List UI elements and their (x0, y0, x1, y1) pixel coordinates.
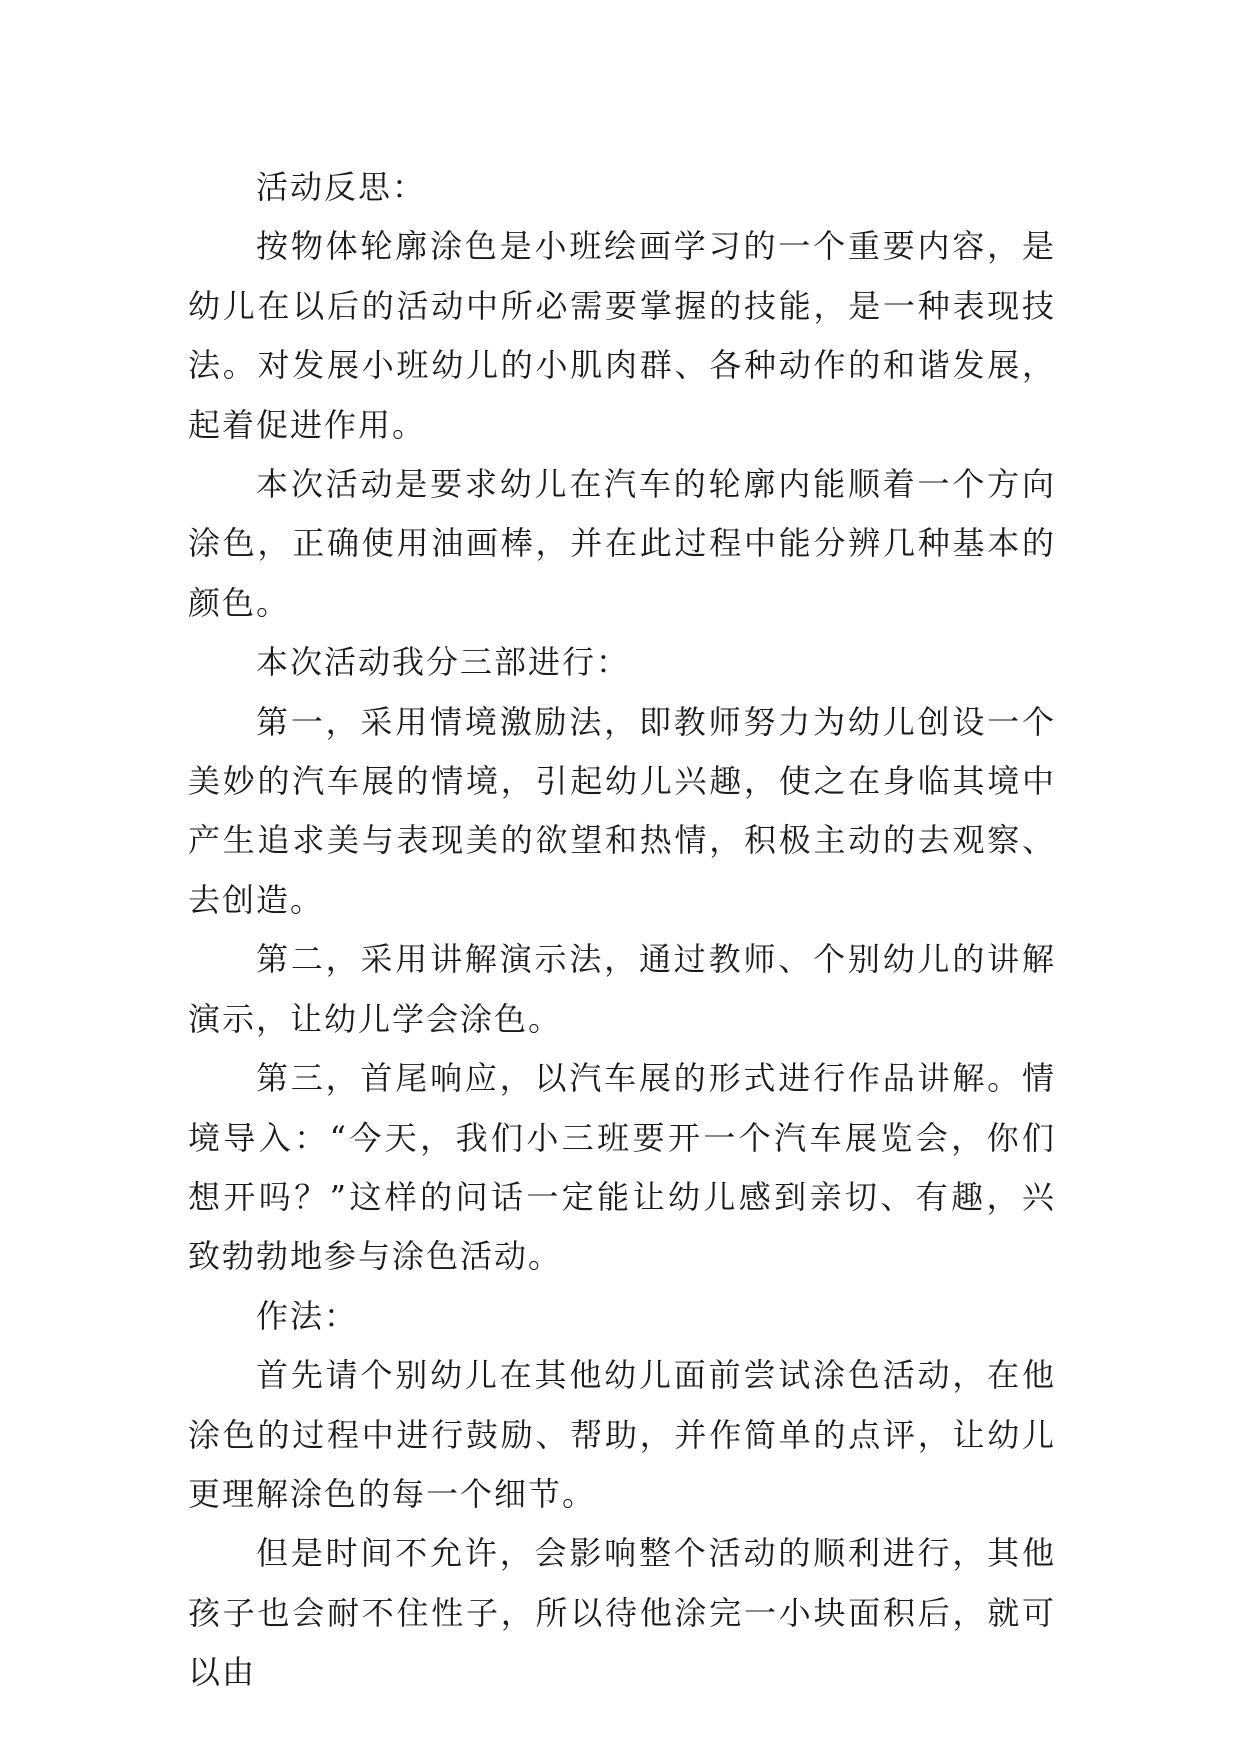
section-heading-reflection: 活动反思： (256, 168, 427, 206)
paragraph: 首先请个别幼儿在其他幼儿面前尝试涂色活动，在他涂色的过程中进行鼓励、帮助，并作简单的点评，让幼儿更理解涂色的每一个细节。 (188, 1356, 1056, 1513)
paragraph: 本次活动是要求幼儿在汽车的轮廓内能顺着一个方向涂色，正确使用油画棒，并在此过程中能分辨几种基本的颜色。 (188, 465, 1056, 622)
paragraph: 本次活动我分三部进行： (256, 643, 631, 682)
paragraph: 第一，采用情境激励法，即教师努力为幼儿创设一个美妙的汽车展的情境，引起幼儿兴趣，使之在身临其境中产生追求美与表现美的欲望和热情，积极主动的去观察、去创造。 (188, 702, 1056, 919)
paragraph: 第二，采用讲解演示法，通过教师、个别幼儿的讲解演示，让幼儿学会涂色。 (188, 940, 1056, 1038)
section-heading-method: 作法： (256, 1296, 359, 1335)
paragraph: 但是时间不允许，会影响整个活动的顺利进行，其他孩子也会耐不住性子，所以待他涂完一小块面积后，就可以由 (188, 1534, 1056, 1692)
paragraph: 第三，首尾响应，以汽车展的形式进行作品讲解。情境导入：“今天，我们小三班要开一个汽车展览会，你们想开吗？”这样的问话一定能让幼儿感到亲切、有趣，兴致勃勃地参与涂色活动。 (188, 1059, 1056, 1276)
paragraph: 按物体轮廓涂色是小班绘画学习的一个重要内容，是幼儿在以后的活动中所必需要掌握的技能，是一种表现技法。对发展小班幼儿的小肌肉群、各种动作的和谐发展，起着促进作用。 (188, 227, 1056, 444)
document-body (188, 158, 1056, 1703)
